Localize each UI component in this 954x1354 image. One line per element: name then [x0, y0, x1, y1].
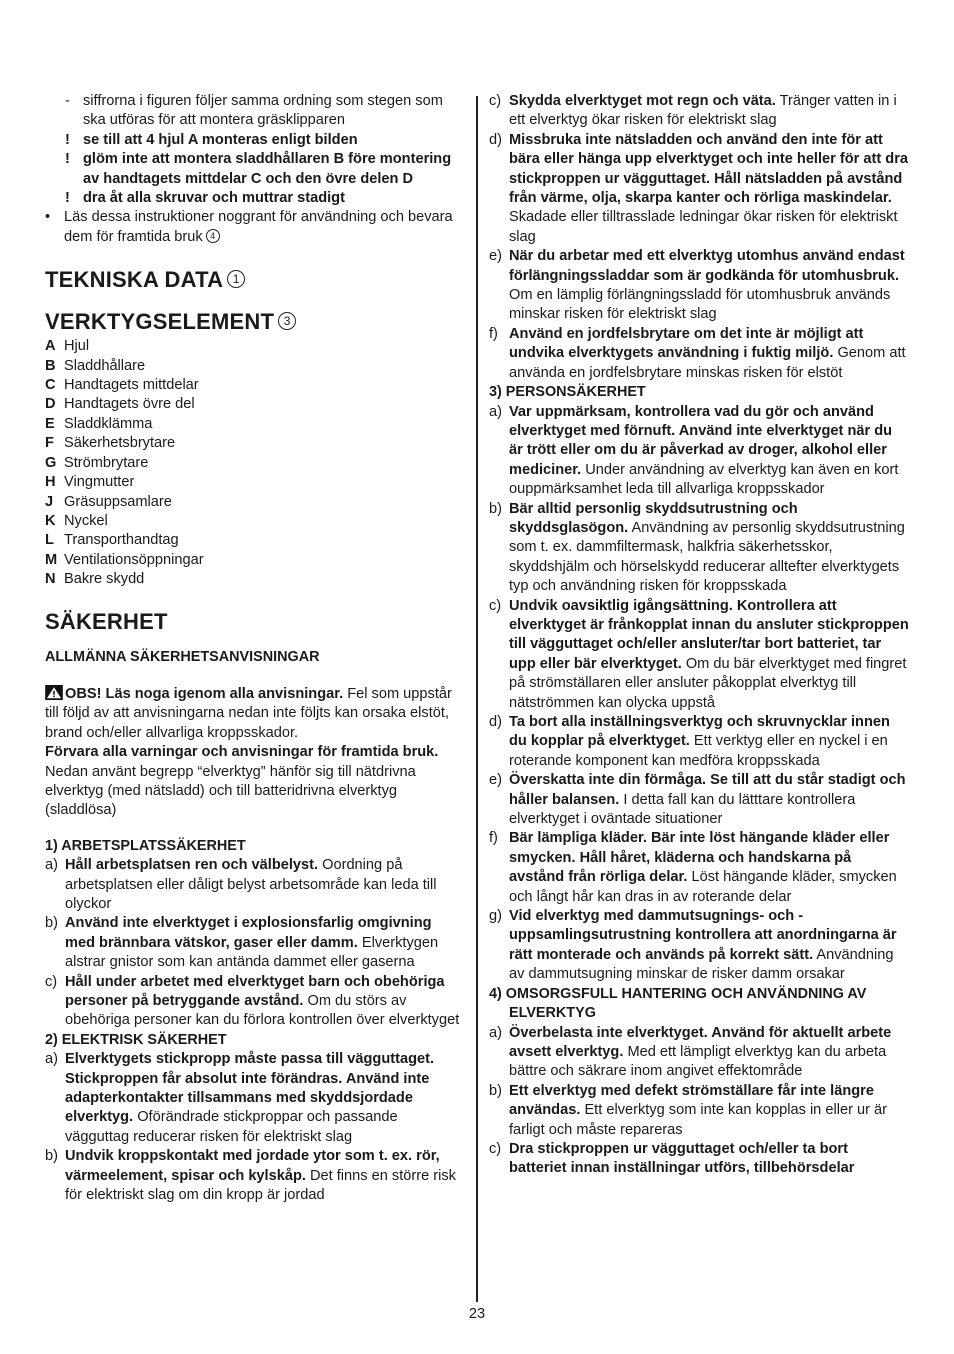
tool-element-name: Sladdklämma	[64, 415, 153, 432]
list-item-marker: c)	[45, 973, 58, 990]
tool-element-name: Bakre skydd	[64, 571, 145, 588]
tool-element-name: Säkerhetsbrytare	[64, 435, 176, 452]
figure-ref-badge: 1	[227, 270, 245, 288]
list-item-bold-text: Använd inte elverktyget i explosionsfarlig omgivning med brännbara vätskor, gaser eller damm.	[65, 915, 432, 951]
list-item-bold-text: Vid elverktyg med dammutsugnings- och -uppsamlingsutrustning kontrollera att anordningarna är rätt monterade och används på korrekt sätt.	[509, 908, 897, 963]
tool-element-name: Handtagets övre del	[64, 396, 195, 413]
tool-element-item	[45, 493, 465, 512]
safety-list-item	[489, 1024, 909, 1082]
list-item-text: Löst hängande kläder, smycken och långt hår kan dras in av roterande delar	[509, 869, 897, 905]
heading-tool-elements: VERKTYGSELEMENT 3	[45, 309, 465, 335]
list-item-marker: e)	[489, 772, 502, 789]
excl-marker: !	[65, 151, 70, 168]
list-item-marker: d)	[489, 714, 502, 730]
tool-element-item	[45, 395, 465, 414]
list-item-marker: b)	[489, 1082, 502, 1099]
tool-element-letter: D	[45, 396, 56, 413]
tool-element-letter: N	[45, 571, 56, 588]
list-item-bold-text: Överskatta inte din förmåga. Se till att du står stadigt och håller balansen.	[509, 772, 906, 808]
tool-element-name: Sladdhållare	[64, 357, 146, 374]
list-item-bold-text: Missbruka inte nätsladden och använd den inte för att bära eller hänga upp elverktyget och inte heller för att dra stickproppen ur vägguttaget. Håll nätsladden på avstånd från värme, olja, skarpa kanter och rörliga maskindelar.	[509, 131, 909, 207]
list-item-marker: a)	[489, 1024, 502, 1041]
tool-element-letter: E	[45, 415, 55, 432]
tool-element-letter: J	[45, 493, 54, 510]
intro-excl-item	[45, 189, 465, 208]
safety-list-item	[489, 1140, 909, 1179]
list-item-marker: b)	[45, 915, 58, 932]
safety-list-item	[489, 325, 909, 383]
safety-list-item	[489, 829, 909, 907]
tool-element-name: Hjul	[64, 338, 90, 355]
tool-elements-list	[45, 337, 465, 589]
safety-list-item	[45, 973, 465, 1031]
list-item-bold-text: Håll under arbetet med elverktyget barn och obehöriga personer på betryggande avstånd.	[65, 973, 445, 1010]
safety-list-item	[489, 92, 909, 131]
tool-element-letter: A	[45, 338, 56, 355]
list-item-bold-text: Var uppmärksam, kontrollera vad du gör och använd elverktyget med förnuft. Använd inte elverktyget när du är trött eller om du är påverkad av droger, alkohol eller mediciner.	[509, 403, 893, 478]
list-item-bold-text: Undvik oavsiktlig igångsättning. Kontrollera att elverktyget är frånkopplat innan du ansluter stickproppen till vägguttaget och/eller ansluter/tar bort batteriet, tar upp eller bär elverktyget.	[509, 597, 909, 672]
tool-element-name: Transporthandtag	[64, 532, 179, 549]
section-personal-safety-title: 3) PERSONSÄKERHET	[489, 384, 646, 401]
figure-ref-badge: 3	[278, 312, 296, 330]
subheading-general-safety: ALLMÄNNA SÄKERHETSANVISNINGAR	[45, 648, 320, 665]
list-item-bold-text: Skydda elverktyget mot regn och väta.	[509, 93, 776, 109]
heading-safety: SÄKERHET	[45, 608, 168, 634]
section-electrical-safety-cont-list	[489, 92, 909, 383]
section-workplace-safety-title: 1) ARBETSPLATSSÄKERHET	[45, 837, 246, 854]
safety-list-item	[45, 1147, 465, 1205]
list-item-marker: a)	[45, 857, 58, 874]
excl-marker: !	[65, 131, 70, 148]
list-item-marker: f)	[489, 325, 498, 342]
tool-element-item	[45, 376, 465, 395]
tool-element-item	[45, 337, 465, 356]
list-item-marker: b)	[489, 500, 502, 517]
list-item-text: Oförändrade stickproppar och passande vägguttag reducerar risken för elektriskt slag	[65, 1109, 398, 1145]
intro-excl-text: dra åt alla skruvar och muttrar stadigt	[83, 190, 345, 207]
tool-element-letter: L	[45, 532, 54, 549]
list-item-text: Om du bär elverktyget med fingret på strömställaren eller ansluter påkopplat elverktyg till nätströmmen kan olycka uppstå	[509, 655, 907, 711]
left-column	[45, 92, 465, 1206]
list-item-marker: f)	[489, 830, 498, 847]
list-item-marker: c)	[489, 93, 502, 109]
list-item-bold-text: Elverktygets stickpropp måste passa till vägguttaget. Stickproppen får absolut inte förändras. Använd inte adapterkontakter tillsammans med skyddsjordade elverktyg.	[65, 1051, 435, 1126]
tool-element-item	[45, 415, 465, 434]
tool-element-item	[45, 512, 465, 531]
list-item-text: Användning av dammutsugning minskar de risker damm orsakar	[509, 946, 894, 983]
section-electrical-safety-list	[45, 1050, 465, 1205]
list-item-text: Användning av personlig skyddsutrustning som t. ex. dammfiltermask, halkfria säkerhetsskor, skyddshjälm och hörselskydd reducerar alltefter elverktygets typ och användning risken för kroppsskada	[509, 519, 905, 595]
tool-element-name: Handtagets mittdelar	[64, 377, 199, 394]
tool-element-letter: M	[45, 551, 58, 568]
list-item-text: Elverktygen alstrar gnistor som kan antända dammet eller gaserna	[65, 934, 439, 971]
tool-element-name: Strömbrytare	[64, 454, 149, 471]
section-tool-handling-title: 4) OMSORGSFULL HANTERING OCH ANVÄNDNING AV ELVERKTYG	[489, 985, 867, 1022]
tool-element-letter: K	[45, 512, 56, 529]
safety-list-item	[489, 131, 909, 247]
list-item-bold-text: Ett elverktyg med defekt strömställare får inte längre användas.	[509, 1082, 874, 1119]
list-item-text: Om du störs av obehöriga personer kan du förlora kontrollen över elverktyget	[65, 993, 460, 1029]
intro-excl-text: glöm inte att montera sladdhållaren B före montering av handtagets mittdelar C och den övre delen D	[83, 151, 452, 187]
list-item-bold-text: Undvik kroppskontakt med jordade ytor som t. ex. rör, värmeelement, spisar och kylskåp.	[65, 1148, 440, 1184]
list-item-text: I detta fall kan du lätttare kontrollera elverktyget i oväntade situationer	[509, 791, 856, 828]
list-item-marker: g)	[489, 908, 502, 925]
tool-element-item	[45, 570, 465, 589]
tool-element-letter: F	[45, 435, 54, 452]
list-item-marker: b)	[45, 1148, 58, 1165]
intro-bullet-text: Läs dessa instruktioner noggrant för användning och bevara dem för framtida bruk	[64, 209, 453, 245]
intro-bullet-item: • Läs dessa instruktioner noggrant för användning och bevara dem för framtida bruk 4	[45, 209, 453, 245]
list-item-marker: d)	[489, 131, 502, 148]
intro-dash-item: - siffrorna i figuren följer samma ordning som stegen som ska utföras för att montera gräsklipparen	[65, 93, 443, 129]
section-workplace-safety-list	[45, 856, 465, 1031]
tool-element-letter: B	[45, 357, 56, 374]
list-item-bold-text: Använd en jordfelsbrytare om det inte är möjligt att undvika elverktygets användning i fuktig miljö.	[509, 325, 864, 362]
list-item-text: Genom att använda en jordfelsbrytare minskas risken för elstöt	[509, 345, 906, 381]
list-item-marker: c)	[489, 597, 502, 614]
safety-list-item	[489, 403, 909, 500]
figure-ref-badge: 4	[206, 229, 220, 243]
list-item-bold-text: Dra stickproppen ur vägguttaget och/eller ta bort batteriet innan inställningar utförs, tillbehörsdelar	[509, 1140, 855, 1177]
intro-excl-text: se till att 4 hjul A monteras enligt bilden	[83, 131, 358, 148]
safety-list-item	[489, 247, 909, 325]
heading-technical-data: TEKNISKA DATA 1	[45, 267, 465, 293]
warning-triangle-icon	[45, 685, 63, 700]
tool-element-letter: C	[45, 377, 56, 394]
safety-list-item	[489, 597, 909, 713]
keep-instructions-paragraph: Förvara alla varningar och anvisningar för framtida bruk. Nedan använt begrepp “elverktyg” hänför sig till nätdrivna elverktyg (med nätsladd) och till batteridrivna elverktyg (sladdlösa)	[45, 744, 439, 819]
safety-list-item	[489, 713, 909, 771]
intro-dash-text: siffrorna i figuren följer samma ordning som stegen som ska utföras för att montera gräsklipparen	[83, 93, 443, 129]
list-item-bold-text: Ta bort alla inställningsverktyg och skruvnycklar innen du kopplar på elverktyget.	[509, 714, 890, 750]
list-item-text: Under användning av elverktyg kan även en kort ouppmärksamhet leda till allvarliga kroppsskador	[509, 461, 899, 498]
list-item-bold-text: Bär alltid personlig skyddsutrustning och skyddsglasögon.	[509, 500, 798, 536]
intro-excl-list	[45, 131, 465, 209]
safety-list-item	[489, 771, 909, 829]
page-number: 23	[468, 1306, 486, 1322]
tool-element-item	[45, 531, 465, 550]
list-item-text: Oordning på arbetsplatsen eller dåligt belyst arbetsområde kan leda till olyckor	[65, 857, 437, 912]
tool-element-name: Vingmutter	[64, 474, 135, 491]
section-electrical-safety-title: 2) ELEKTRISK SÄKERHET	[45, 1031, 227, 1048]
tool-element-name: Ventilationsöppningar	[64, 551, 204, 568]
list-item-text: Om en lämplig förlängningssladd för utomhusbruk används minskar risken för elektriskt slag	[509, 287, 891, 323]
list-item-text: Skadade eller tilltrasslade ledningar ökar risken för elektriskt slag	[509, 209, 898, 245]
list-item-bold-text: Överbelasta inte elverktyget. Använd för aktuellt arbete avsett elverktyg.	[509, 1024, 892, 1060]
tool-element-name: Nyckel	[64, 512, 108, 529]
column-divider	[476, 96, 478, 1302]
list-item-bold-text: Bär lämpliga kläder. Bär inte löst hängande kläder eller smycken. Håll håret, kläderna och handskarna på avstånd från rörliga delar.	[509, 830, 890, 886]
intro-excl-item	[45, 131, 465, 150]
excl-marker: !	[65, 190, 70, 207]
list-item-bold-text: När du arbetar med ett elverktyg utomhus använd endast förlängningssladdar som är godkända för utomhusbruk.	[509, 248, 905, 284]
intro-excl-item	[45, 150, 465, 189]
list-item-marker: a)	[489, 403, 502, 420]
tool-element-letter: G	[45, 454, 57, 471]
tool-element-item	[45, 357, 465, 376]
tool-element-item	[45, 434, 465, 453]
tool-element-name: Gräsuppsamlare	[64, 493, 172, 510]
safety-list-item	[489, 1082, 909, 1140]
list-item-text: Tränger vatten in i ett elverktyg ökar risken för elektriskt slag	[509, 93, 897, 129]
list-item-text: Ett elverktyg som inte kan kopplas in eller ur är farligt och måste repareras	[509, 1102, 887, 1138]
list-item-marker: c)	[489, 1140, 502, 1157]
list-item-bold-text: Håll arbetsplatsen ren och välbelyst.	[65, 857, 319, 874]
list-item-marker: a)	[45, 1051, 58, 1068]
tool-element-item	[45, 551, 465, 570]
list-item-text: Ett verktyg eller en nyckel i en roterande komponent kan medföra kroppsskada	[509, 733, 888, 769]
tool-element-letter: H	[45, 474, 56, 491]
list-item-text: Det finns en större risk för elektriskt slag om din kropp är jordad	[65, 1167, 456, 1204]
section-tool-handling-list	[489, 1024, 909, 1179]
safety-list-item	[45, 1050, 465, 1147]
list-item-text: Med ett lämpligt elverktyg kan du arbeta bättre och säkrare inom angivet effektområde	[509, 1043, 887, 1080]
obs-paragraph: OBS! Läs noga igenom alla anvisningar. Fel som uppstår till följd av att anvisningarna nedan inte följts kan orsaka elstöt, brand och/eller allvarliga kroppsskador.	[45, 685, 452, 741]
safety-list-item	[489, 907, 909, 985]
safety-list-item	[489, 500, 909, 597]
right-column	[489, 92, 909, 1179]
list-item-marker: e)	[489, 248, 502, 265]
safety-list-item	[45, 914, 465, 972]
safety-list-item	[45, 856, 465, 914]
tool-element-item	[45, 473, 465, 492]
tool-element-item	[45, 454, 465, 473]
section-personal-safety-list	[489, 403, 909, 985]
